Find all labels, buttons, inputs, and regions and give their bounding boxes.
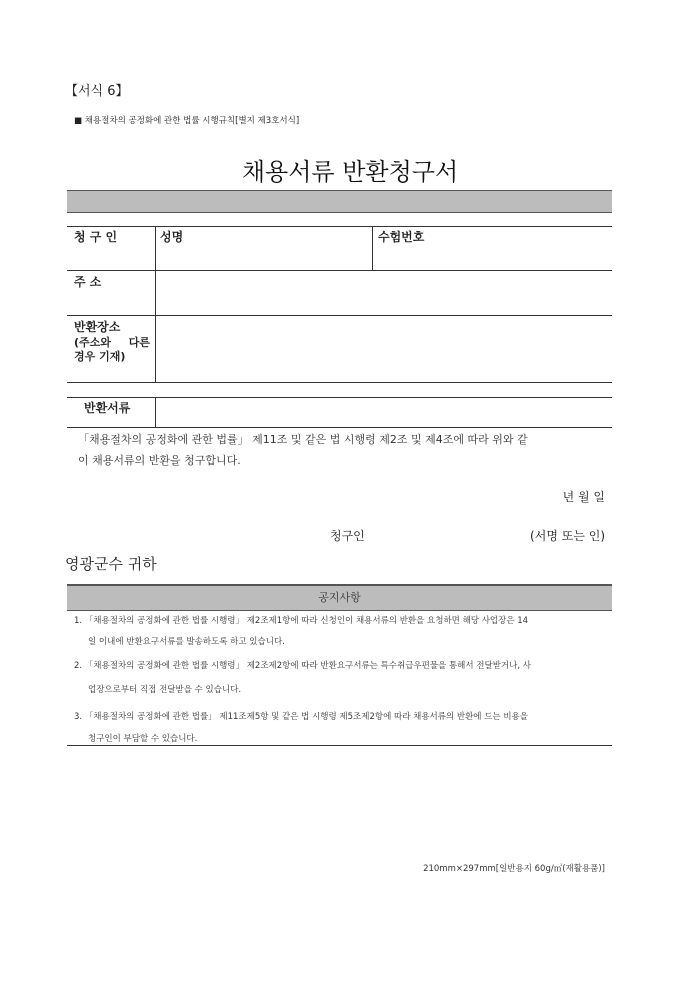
return-documents-label: 반환서류 <box>84 401 131 415</box>
legal-basis: ■ 채용절차의 공정화에 관한 법률 시행규칙[별지 제3호서식] <box>74 116 300 126</box>
addressee: 영광군수 귀하 <box>65 555 157 573</box>
notice-item: 일 이내에 반환요구서류를 발송하도록 하고 있습니다. <box>88 637 285 647</box>
address-field[interactable] <box>156 271 612 315</box>
declaration-line: 「채용절차의 공정화에 관한 법률」 제11조 및 같은 법 시행령 제2조 및 제4조에 따라 위와 같 <box>78 433 528 446</box>
return-place-label: 반환장소 <box>74 320 121 334</box>
divider <box>67 382 612 383</box>
name-field[interactable]: 성명 <box>160 230 184 244</box>
address-label: 주 소 <box>74 275 102 289</box>
exam-number-field[interactable]: 수험번호 <box>378 230 425 244</box>
notice-item: 3. 「채용절차의 공정화에 관한 법률」 제11조제5항 및 같은 법 시행령 제5조제2항에 따라 채용서류의 반환에 드는 비용을 <box>74 712 528 722</box>
return-place-note: 경우 기재) <box>74 350 126 363</box>
date-field[interactable]: 년 월 일 <box>562 490 605 504</box>
notice-header: 공지사항 <box>67 584 612 611</box>
paper-spec: 210mm×297mm[일반용지 60g/㎡(재활용품)] <box>423 864 605 874</box>
divider <box>67 427 612 428</box>
notice-item: 업장으로부터 직접 전달받을 수 있습니다. <box>88 685 242 695</box>
divider <box>372 226 373 270</box>
divider <box>67 226 612 227</box>
notice-item: 2. 「채용절차의 공정화에 관한 법률 시행령」 제2조제2항에 따라 반환요구서류는 특수취급우편물을 통해서 전달받거나, 사 <box>74 661 531 671</box>
notice-item: 1. 「채용절차의 공정화에 관한 법률 시행령」 제2조제1항에 따라 신청인이 채용서류의 반환을 요청하면 해당 사업장은 14 <box>74 616 529 626</box>
return-place-field[interactable] <box>156 316 612 382</box>
signer-label: 청구인 <box>330 529 365 543</box>
claimant-label: 청 구 인 <box>74 230 118 244</box>
signature-field[interactable]: (서명 또는 인) <box>530 529 605 543</box>
form-label: 【서식 6】 <box>65 84 129 99</box>
declaration-line: 이 채용서류의 반환을 청구합니다. <box>78 454 241 467</box>
page-title: 채용서류 반환청구서 <box>241 158 459 186</box>
notice-item: 청구인이 부담할 수 있습니다. <box>88 734 198 744</box>
return-place-note: (주소와 다른 <box>74 336 150 349</box>
header-band <box>67 190 612 213</box>
return-documents-field[interactable] <box>156 398 612 427</box>
divider <box>67 745 612 746</box>
divider <box>67 270 155 271</box>
